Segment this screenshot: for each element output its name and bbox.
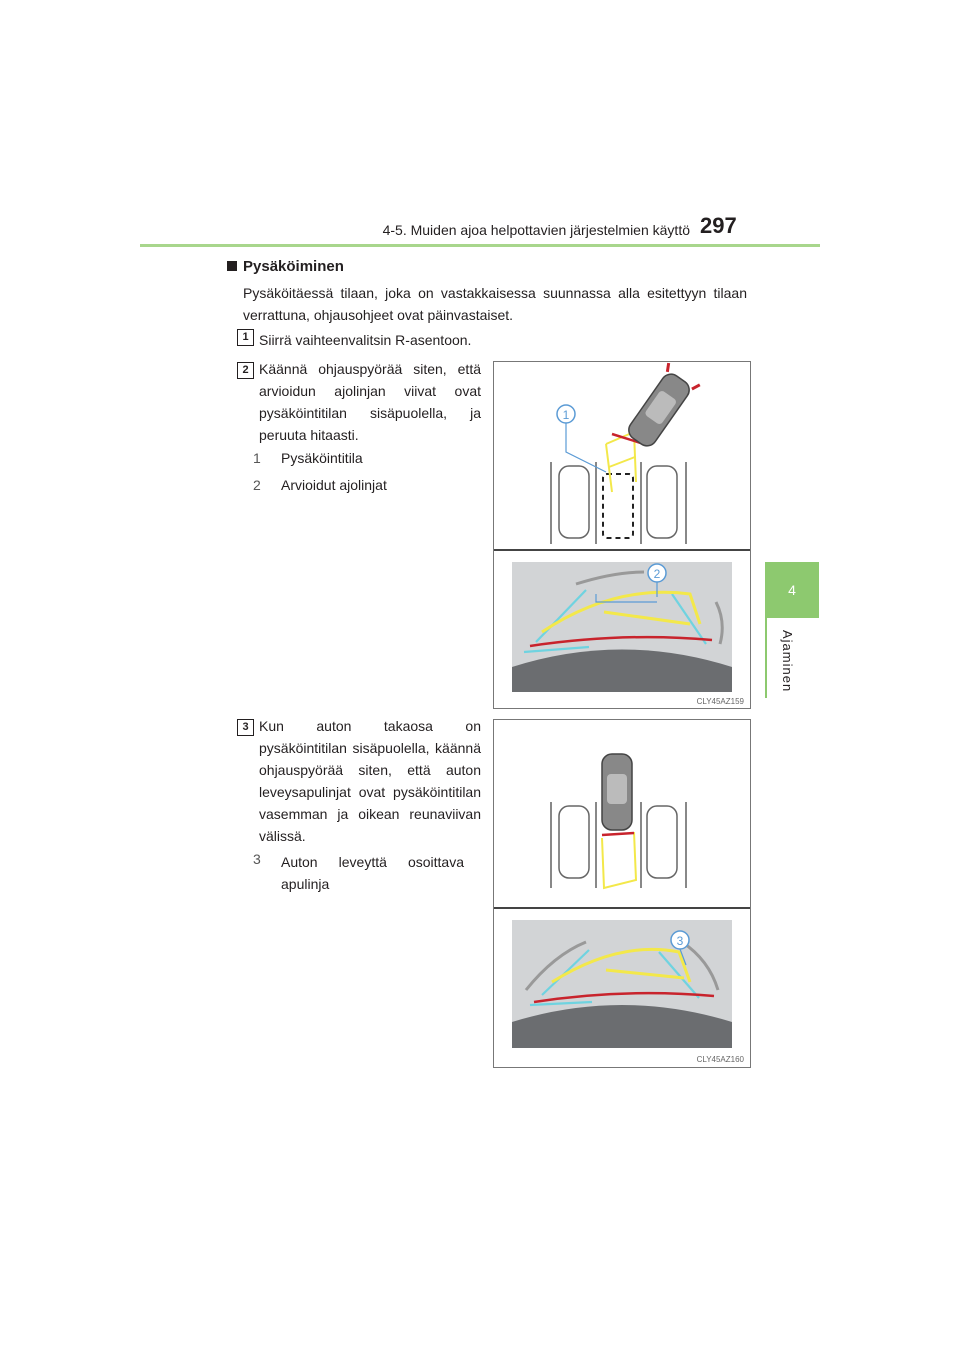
step-text-2: Käännä ohjauspyörää siten, että arvioidun ajolinjan viivat ovat pysäköintitilan sisäpuolella, ja peruuta hitaasti. [259,361,481,443]
reversing-car-2 [602,754,632,830]
parked-car-right [647,466,677,538]
chapter-label: Ajaminen [780,630,795,693]
figure-1 [493,361,751,709]
parking-diagram-2 [494,720,750,1067]
step-number-1: 1 [237,329,254,346]
header-title: 4-5. Muiden ajoa helpottavien järjestelmien käyttö [382,222,690,238]
step-text-1: Siirrä vaihteenvalitsin R-asentoon. [259,332,472,348]
legend-text-2: Arvioidut ajolinjat [281,477,387,493]
legend-number-2: 2 [253,477,261,493]
callout-label-2: 2 [653,567,661,581]
section-heading [227,258,344,275]
square-bullet-icon [227,261,237,271]
reversing-car [622,363,700,452]
step-number-2: 2 [237,362,254,379]
figure-code-2: CLY45AZ160 [696,1055,744,1064]
page-number: 297 [700,213,737,238]
legend-text-1: Pysäköintitila [281,450,363,466]
legend-text-3: Auton leveyttä osoittava apulinja [281,854,464,892]
legend-number-3: 3 [253,851,261,867]
step-number-3: 3 [237,719,254,736]
parking-space-outline [603,474,633,538]
callout-label: 1 [562,408,570,422]
parked-car-left [559,466,589,538]
parking-diagram-1 [494,362,750,708]
section-intro: Pysäköitäessä tilaan, joka on vastakkaisessa suunnassa alla esitettyyn tilaan verrattuna, ohjausohjeet ovat päinvastaiset. [243,285,747,323]
figure-2 [493,719,751,1068]
legend-number-1: 1 [253,450,261,466]
chapter-tab-rule [765,618,767,698]
chapter-tab: 4 [765,562,819,618]
callout-label-3: 3 [676,934,684,948]
section-heading-text: Pysäköiminen [243,258,344,275]
step-text-3: Kun auton takaosa on pysäköintitilan sisäpuolella, käännä ohjauspyörää siten, että auton leveysapulinjat ovat pysäköintitilan vasemman ja oikean reunaviivan välissä. [259,718,481,844]
header-rule [140,244,820,247]
figure-code-1: CLY45AZ159 [696,697,744,706]
